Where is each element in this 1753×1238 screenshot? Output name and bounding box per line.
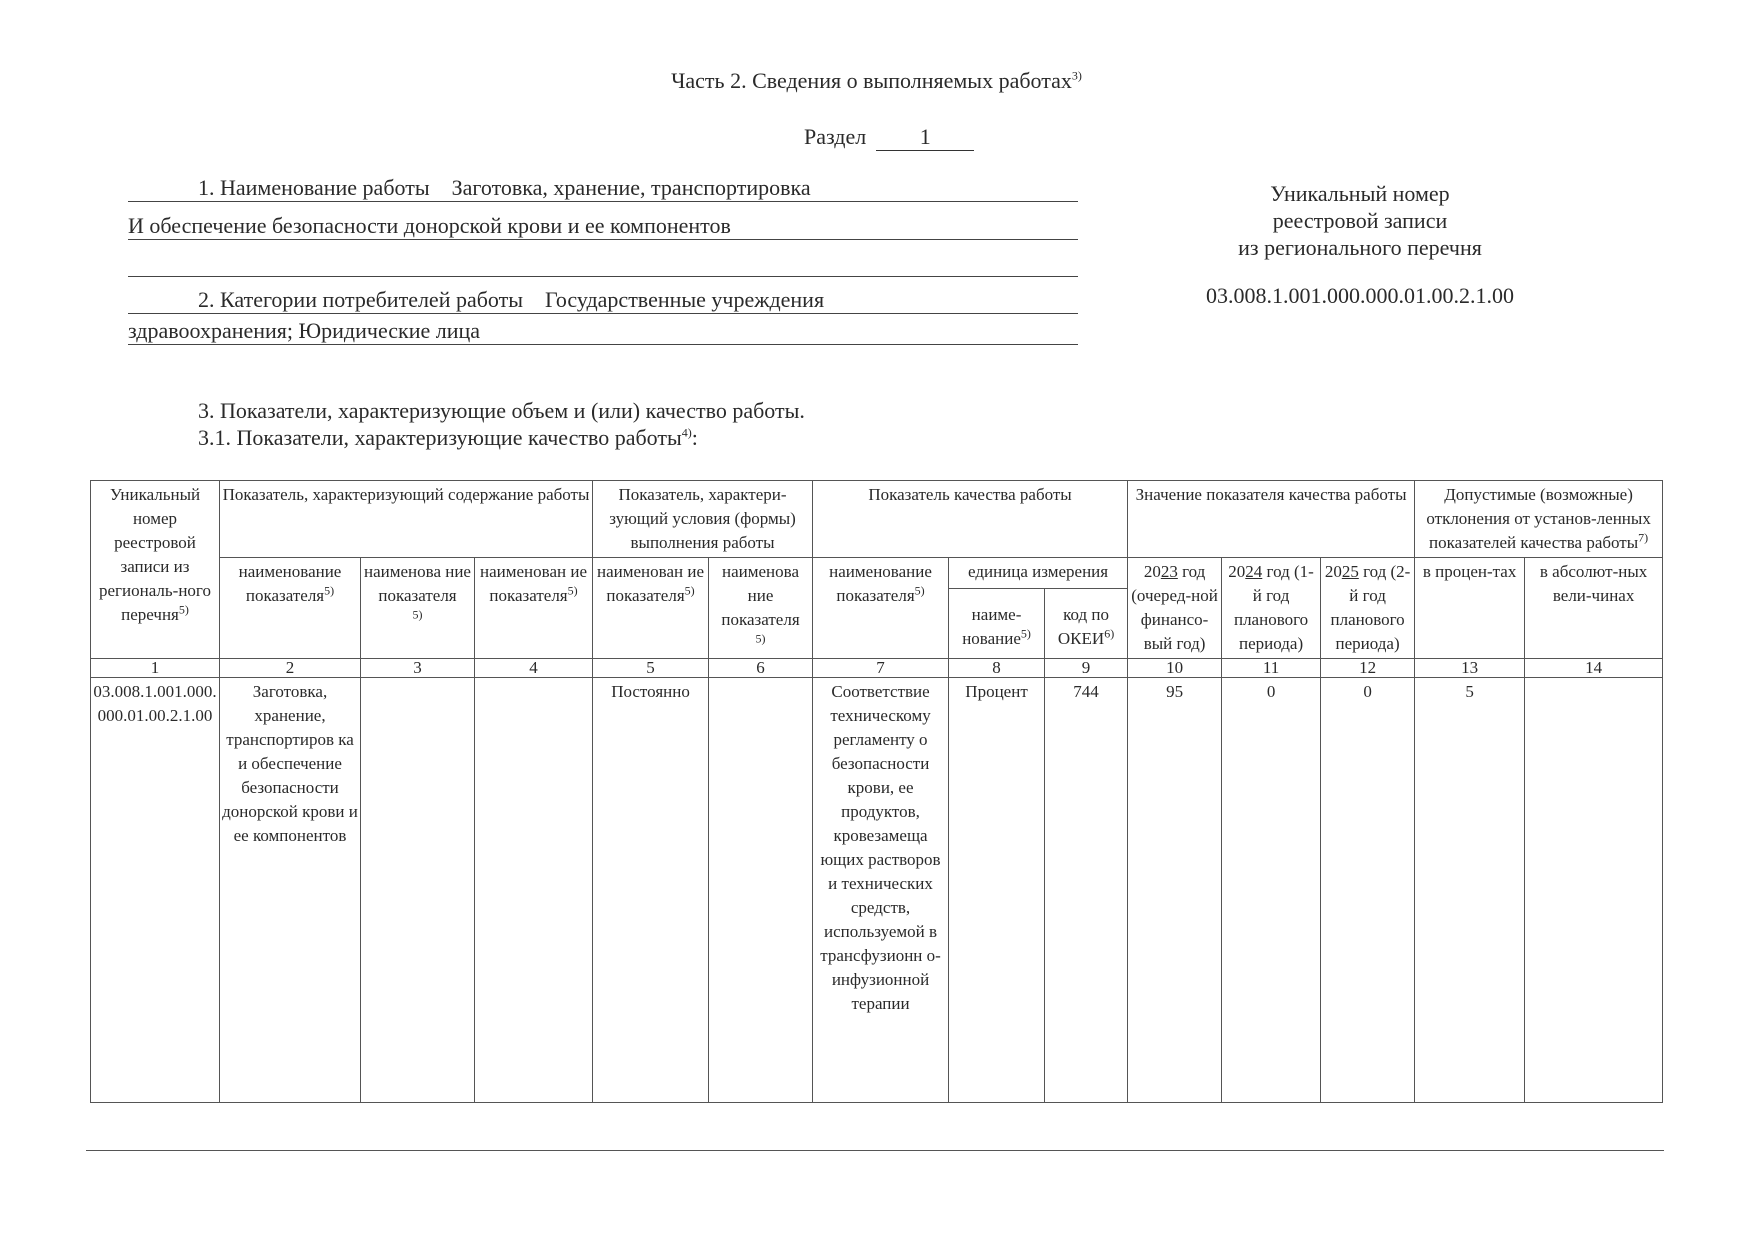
cell-indicator: Соответствие техническому регламенту о безопасности крови, ее продуктов, кровезамеща ющих растворов и технических средств, используемой в трансфузионн о-инфузионной терапии xyxy=(813,678,949,1103)
cell-value-2023: 95 xyxy=(1128,678,1222,1103)
bottom-rule xyxy=(86,1150,1664,1151)
header-year-2025: 2025 год (2-й год планового периода) xyxy=(1321,558,1415,659)
header-col-3: наименова ние показателя $^{5)}$ xyxy=(361,558,475,659)
header-col-8: наиме-нование$^{5)}$ xyxy=(949,589,1045,659)
header-col-7: наименование показателя$^{5)}$ xyxy=(813,558,949,659)
cell-okei: 744 xyxy=(1045,678,1128,1103)
table-row xyxy=(91,678,1663,1103)
section-number: 1 xyxy=(876,124,974,151)
header-conditions-indicator: Показатель, характери-зующий условия (формы) выполнения работы xyxy=(593,481,813,558)
header-col-4: наименован ие показателя$^{5)}$ xyxy=(475,558,593,659)
section-3-1-title: 3.1. Показатели, характеризующие качество работы$^{4)}$: xyxy=(198,425,698,450)
column-index-row: 1 2 3 4 5 6 7 8 9 10 11 12 13 14 xyxy=(91,659,1663,678)
cell-deviation-absolute xyxy=(1525,678,1663,1103)
quality-indicators-table xyxy=(90,480,1663,1103)
header-col-9: код по ОКЕИ$^{6)}$ xyxy=(1045,589,1128,659)
header-col-14: в абсолют-ных вели-чинах xyxy=(1525,558,1663,659)
header-indicator-values: Значение показателя качества работы xyxy=(1128,481,1415,558)
header-col-6: наименова ние показателя $^{5)}$ xyxy=(709,558,813,659)
header-col-13: в процен-тах xyxy=(1415,558,1525,659)
header-unit: единица измерения xyxy=(949,558,1128,589)
cell-unit-name: Процент xyxy=(949,678,1045,1103)
part-title: Часть 2. Сведения о выполняемых работах$^{3)}$ xyxy=(671,68,1082,93)
consumers-value-2: здравоохранения; Юридические лица xyxy=(128,318,481,343)
header-unique-number: Уникальный номер реестровой записи из региональ-ного перечня$^{5)}$ xyxy=(91,481,220,659)
header-deviations: Допустимые (возможные) отклонения от установ-ленных показателей качества работы$^{7)}$ xyxy=(1415,481,1663,558)
cell-value-2025: 0 xyxy=(1321,678,1415,1103)
cell-col-6 xyxy=(709,678,813,1103)
header-content-indicator: Показатель, характеризующий содержание работы xyxy=(220,481,593,558)
work-name-value-1: Заготовка, хранение, транспортировка xyxy=(451,175,811,200)
work-name-line3 xyxy=(128,250,1078,277)
work-name-line1 xyxy=(128,175,1078,202)
work-name-label: 1. Наименование работы xyxy=(198,175,430,200)
consumers-line2 xyxy=(128,318,1078,345)
consumers-value-1: Государственные учреждения xyxy=(545,287,825,312)
cell-content: Заготовка, хранение, транспортиров ка и обеспечение безопасности донорской крови и ее компонентов xyxy=(220,678,361,1103)
cell-value-2024: 0 xyxy=(1222,678,1321,1103)
header-col-5: наименован ие показателя$^{5)}$ xyxy=(593,558,709,659)
registry-caption: Уникальный номер реестровой записи из регионального перечня xyxy=(1238,181,1482,260)
work-name-value-2: И обеспечение безопасности донорской крови и ее компонентов xyxy=(128,213,731,238)
header-quality-indicator: Показатель качества работы xyxy=(813,481,1128,558)
header-col-2: наименование показателя$^{5)}$ xyxy=(220,558,361,659)
cell-code: 03.008.1.001.000.000.01.00.2.1.00 xyxy=(91,678,220,1103)
header-year-2024: 2024 год (1-й год планового периода) xyxy=(1222,558,1321,659)
cell-condition: Постоянно xyxy=(593,678,709,1103)
work-name-line2 xyxy=(128,213,1078,240)
registry-code: 03.008.1.001.000.000.01.00.2.1.00 xyxy=(1206,283,1514,308)
part-title-footnote: 3) xyxy=(1071,68,1082,83)
section-3-title: 3. Показатели, характеризующие объем и (или) качество работы. xyxy=(198,398,805,423)
cell-deviation-percent: 5 xyxy=(1415,678,1525,1103)
section-label: Раздел xyxy=(804,124,867,149)
section-line xyxy=(804,124,974,151)
consumers-line1 xyxy=(128,287,1078,314)
cell-col-4 xyxy=(475,678,593,1103)
cell-col-3 xyxy=(361,678,475,1103)
consumers-label: 2. Категории потребителей работы xyxy=(198,287,524,312)
header-year-2023: 2023 год (очеред-ной финансо-вый год) xyxy=(1128,558,1222,659)
